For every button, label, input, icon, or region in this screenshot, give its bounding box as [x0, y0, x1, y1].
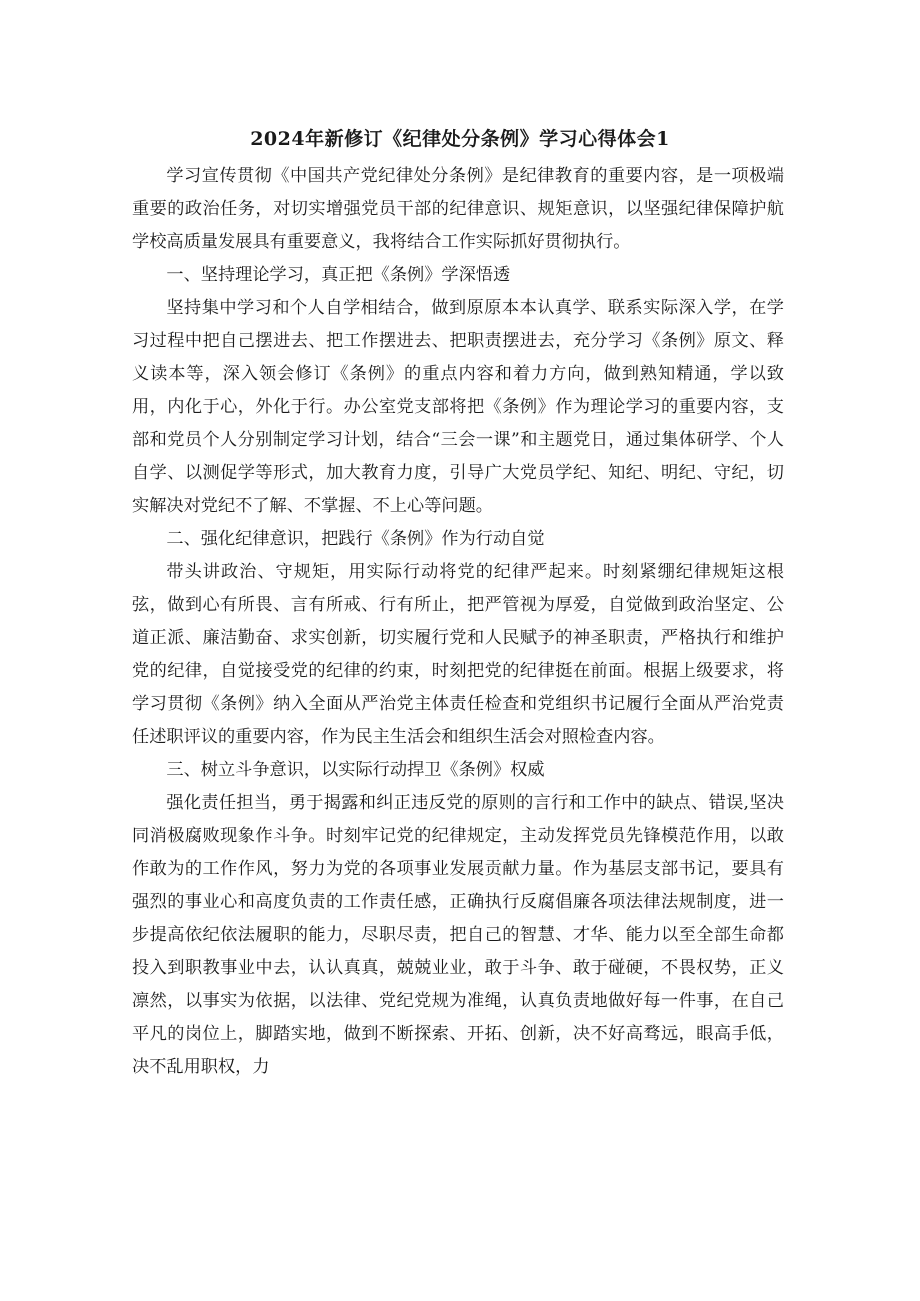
section-body-3: 强化责任担当，勇于揭露和纠正违反党的原则的言行和工作中的缺点、错误,坚决同消极腐败现象作斗争。时刻牢记党的纪律规定，主动发挥党员先锋模范作用，以敢作敢为的工作作风，努力为党的各项事业发展贡献力量。作为基层支部书记，要具有强烈的事业心和高度负责的工作责任感，正确执行反腐倡廉各项法律法规制度，进一步提高依纪依法履职的能力，尽职尽责，把自己的智慧、才华、能力以至全部生命都投入到职教事业中去，认认真真，兢兢业业，敢于斗争、敢于碰硬，不畏权势，正义凛然，以事实为依据，以法律、党纪党规为准绳，认真负责地做好每一件事，在自己平凡的岗位上，脚踏实地，做到不断探索、开拓、创新，决不好高骛远，眼高手低，决不乱用职权，力 [132, 793, 784, 1077]
document-body [132, 160, 784, 1084]
section-heading-2: 二、强化纪律意识，把践行《条例》作为行动自觉 [166, 529, 545, 549]
intro-paragraph: 学习宣传贯彻《中国共产党纪律处分条例》是纪律教育的重要内容，是一项极端重要的政治任务，对切实增强党员干部的纪律意识、规矩意识，以坚强纪律保障护航学校高质量发展具有重要意义，我将结合工作实际抓好贯彻执行。 [132, 166, 784, 252]
section-body-1: 坚持集中学习和个人自学相结合，做到原原本本认真学、联系实际深入学，在学习过程中把自己摆进去、把工作摆进去、把职责摆进去，充分学习《条例》原文、释义读本等，深入领会修订《条例》的重点内容和着力方向，做到熟知精通，学以致用，内化于心，外化于行。办公室党支部将把《条例》作为理论学习的重要内容，支部和党员个人分别制定学习计划，结合“三会一课”和主题党日，通过集体研学、个人自学、以测促学等形式，加大教育力度，引导广大党员学纪、知纪、明纪、守纪，切实解决对党纪不了解、不掌握、不上心等问题。 [132, 298, 784, 516]
section-heading-1: 一、坚持理论学习，真正把《条例》学深悟透 [166, 265, 511, 285]
section-heading-3: 三、树立斗争意识，以实际行动捍卫《条例》权威 [166, 760, 545, 780]
section-body-2: 带头讲政治、守规矩，用实际行动将党的纪律严起来。时刻紧绷纪律规矩这根弦，做到心有所畏、言有所戒、行有所止，把严管视为厚爱，自觉做到政治坚定、公道正派、廉洁勤奋、求实创新，切实履行党和人民赋予的神圣职责，严格执行和维护党的纪律，自觉接受党的纪律的约束，时刻把党的纪律挺在前面。根据上级要求，将学习贯彻《条例》纳入全面从严治党主体责任检查和党组织书记履行全面从严治党责任述职评议的重要内容，作为民主生活会和组织生活会对照检查内容。 [132, 562, 784, 747]
document-title: 2024年新修订《纪律处分条例》学习心得体会1 [250, 128, 670, 150]
